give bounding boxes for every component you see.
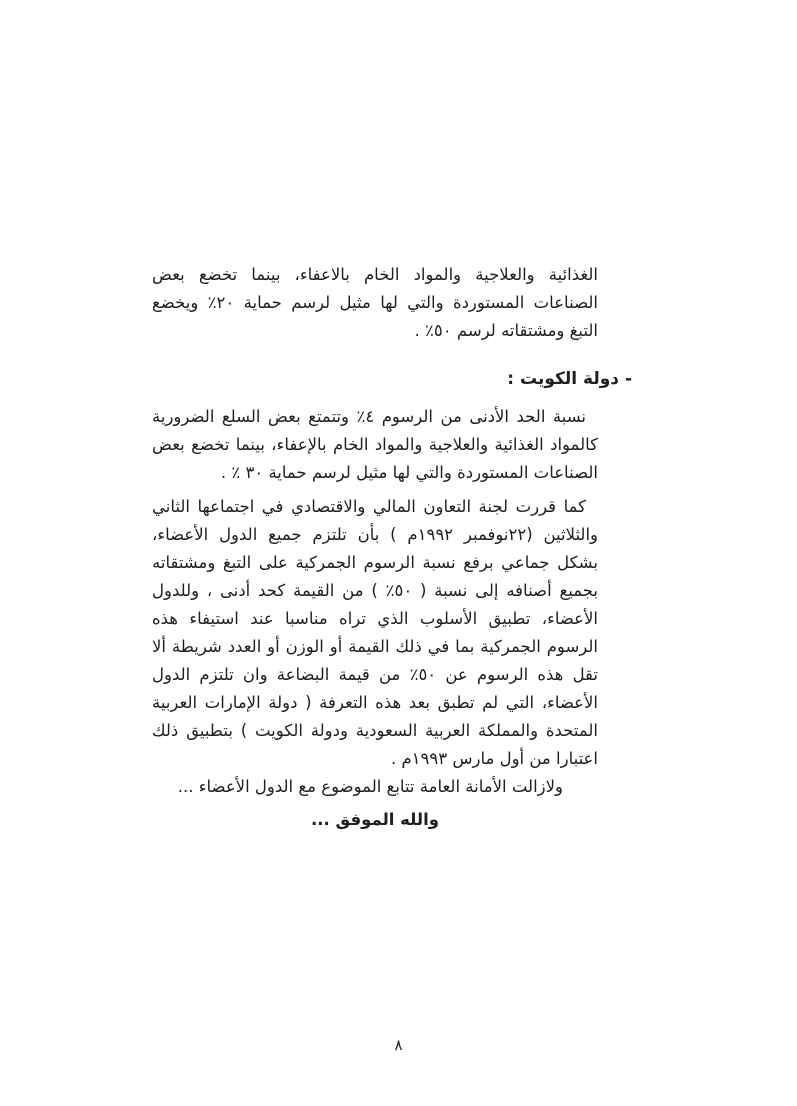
closing-follow-up-line: ولازالت الأمانة العامة تتابع الموضوع مع الدول الأعضاء ... bbox=[177, 777, 563, 796]
section-heading-kuwait: - دولة الكويت : bbox=[507, 369, 632, 389]
paragraph-tariff-exemptions: الغذائية والعلاجية والمواد الخام بالاعفاء، بينما تخضع بعض الصناعات المستوردة والتي لها مثيل لرسم حماية ٢٠٪ ويخضع التبغ ومشتقاته لرسم ٥٠٪ . bbox=[152, 265, 598, 340]
closing-blessing-line: والله الموفق ... bbox=[310, 810, 440, 829]
paragraph-committee-decision: كما قررت لجنة التعاون المالي والاقتصادي في اجتماعها الثاني والثلاثين (٢٢نوفمبر ١٩٩٢م ) بأن تلتزم جميع الدول الأعضاء، بشكل جماعي برفع نسبة الرسوم الجمركية على التبغ ومشتقاته بجميع أصنافه إلى نسبة ( ٥٠٪ ) من القيمة كحد أدنى ، وللدول الأعضاء، تطبيق الأسلوب الذي تراه مناسبا عند استيفاء هذه الرسوم الجمركية بما في ذلك القيمة أو الوزن أو العدد شريطة ألا تقل هذه الرسوم عن ٥٠٪ من قيمة البضاعة وان تلتزم الدول الأعضاء، التي لم تطبق بعد هذه التعرفة ( دولة الإمارات العربية المتحدة والمملكة العربية السعودية ودولة الكويت ) بتطبيق ذلك اعتبارا من أول مارس ١٩٩٣م . bbox=[152, 497, 599, 768]
paragraph-kuwait-minimum-duty: نسبة الحد الأدنى من الرسوم ٤٪ وتتمتع بعض السلع الضرورية كالمواد الغذائية والعلاجية والمواد الخام بالإعفاء، بينما تخضع بعض الصناعات المستوردة والتي لها مثيل لرسم حماية ٣٠ ٪ . bbox=[152, 407, 598, 482]
page-number: ٨ bbox=[394, 1036, 403, 1054]
document-text-block bbox=[152, 261, 632, 834]
